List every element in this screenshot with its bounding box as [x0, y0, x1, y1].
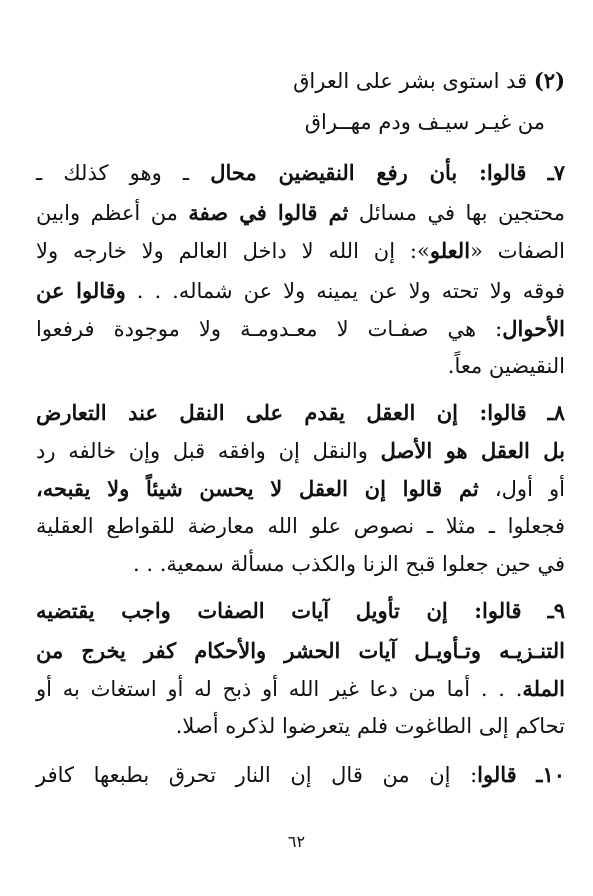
item7-line-3	[36, 240, 565, 262]
item7-text: النقيضين معاً.	[447, 354, 565, 378]
item9-emphasis: التنـزيـه وتـأويـل آيات الحشر والأحكام كفر يخرج من	[36, 638, 565, 663]
item7-text: من أعظم وابين	[36, 201, 189, 225]
item9-line-1	[36, 600, 565, 622]
item8-emphasis: ثم قالوا إن العقل لا يحسن شيئاً ولا يقبحه،	[36, 476, 479, 501]
item8-line-4	[36, 516, 565, 537]
item10-text: : إن من قال إن النار تحرق بطبعها كافر	[36, 763, 478, 787]
item7-line-6	[36, 356, 565, 377]
item10-line-1	[36, 764, 565, 786]
item9-text: تحاكم إلى الطاغوت فلم يتعرضوا لذكره أصلا.	[175, 714, 565, 738]
item8-text: فجعلوا ـ مثلا ـ نصوص علو الله معارضة للقواطع العقلية	[36, 514, 565, 538]
item-number-8: ٨ـ	[547, 400, 565, 425]
item8-heading: قالوا: إن العقل يقدم على النقل عند التعارض	[36, 400, 527, 425]
poem-verse-2: من غيـر سيـف ودم مهــراق	[304, 110, 545, 134]
item-number-10: ١٠ـ	[536, 762, 565, 787]
item7-text: »: إن الله لا داخل العالم ولا خارجه ولا	[36, 239, 430, 263]
item7-text: : هي صفـات لا معـدومـة ولا موجودة فرفعوا	[36, 317, 503, 341]
item8-text: والنقل إن وافقه قبل وإن خالفه رد	[36, 439, 381, 463]
item7-emphasis: وقالوا عن	[36, 278, 126, 303]
item9-emphasis: الملة	[522, 676, 565, 701]
footnote-number: (٢)	[533, 68, 565, 93]
item9-line-3	[36, 678, 565, 700]
item9-text: . . . أما من دعا غير الله أو ذبح له أو استغاث به أو	[36, 677, 523, 701]
poem-line-2	[300, 112, 545, 133]
item8-line-1	[36, 402, 565, 424]
item9-line-4	[36, 716, 565, 737]
item8-text: في حين جعلوا قبح الزنا والكذب مسألة سمعية. . .	[133, 552, 565, 576]
item7-line-5	[36, 318, 565, 340]
item7-emphasis: العلو	[429, 238, 471, 263]
item7-heading: قالوا: بأن رفع النقيضين محال	[210, 160, 527, 185]
item7-text: محتجين بها في مسائل	[348, 201, 565, 225]
item7-emphasis: الأحوال	[502, 316, 565, 341]
item7-text: فوقه ولا تحته ولا عن يمينه ولا عن شماله. . .	[125, 279, 565, 303]
item8-line-2	[36, 440, 565, 462]
item7-text: الصفات «	[470, 239, 565, 263]
item8-emphasis: بل العقل هو الأصل	[380, 438, 565, 463]
item-number-7: ٧ـ	[547, 160, 566, 185]
poem-line-1	[36, 70, 565, 92]
item10-heading: قالوا	[477, 762, 517, 787]
item7-emphasis: ثم قالوا في صفة	[188, 200, 349, 225]
item8-line-5	[36, 554, 565, 575]
item7-line-1	[36, 162, 565, 184]
item9-heading: قالوا: إن تأويل آيات الصفات واجب يقتضيه	[36, 598, 522, 623]
item7-line-4	[36, 280, 565, 302]
page-number: ٦٢	[287, 832, 306, 851]
item8-line-3	[36, 478, 565, 500]
item7-text: ـ وهو كذلك ـ	[36, 161, 211, 185]
item7-line-2	[36, 202, 565, 224]
item8-text: أو أول،	[478, 477, 565, 501]
item9-line-2	[36, 640, 565, 662]
poem-verse-1: قد استوى بشر على العراق	[293, 69, 528, 93]
item-number-9: ٩ـ	[547, 598, 565, 623]
